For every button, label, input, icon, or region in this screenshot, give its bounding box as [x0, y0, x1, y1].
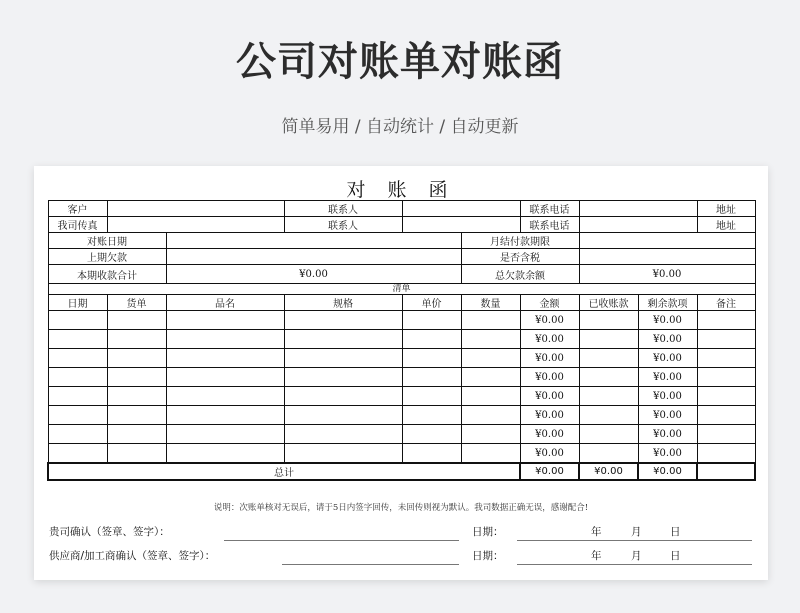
cell[interactable]	[284, 368, 402, 387]
address-label-2: 地址	[697, 217, 755, 233]
col-remark: 备注	[697, 295, 755, 311]
cell[interactable]	[579, 349, 638, 368]
date-label-1: 日期：	[472, 526, 504, 538]
remaining-cell: ¥0.00	[638, 330, 697, 349]
phone-label-2: 联系电话	[520, 217, 579, 233]
amount-cell: ¥0.00	[520, 311, 579, 330]
cell[interactable]	[461, 349, 520, 368]
cell[interactable]	[461, 425, 520, 444]
contact-label-2: 联系人	[284, 217, 402, 233]
table-row	[48, 311, 755, 330]
cell[interactable]	[107, 368, 166, 387]
cell[interactable]	[402, 311, 461, 330]
cell[interactable]	[402, 387, 461, 406]
amount-cell: ¥0.00	[520, 368, 579, 387]
day-label-2: 日	[670, 550, 681, 562]
cell[interactable]	[48, 330, 107, 349]
cell[interactable]	[697, 368, 755, 387]
cell[interactable]	[579, 311, 638, 330]
total-row	[48, 463, 755, 480]
col-product: 品名	[166, 295, 284, 311]
total-label: 总计	[48, 463, 520, 480]
col-spec: 规格	[284, 295, 402, 311]
cell[interactable]	[284, 311, 402, 330]
cell[interactable]	[402, 444, 461, 464]
supplier-confirm-label: 供应商/加工商确认（签章、签字）：	[49, 550, 216, 562]
total-due-label: 总欠款余额	[461, 265, 579, 284]
cell[interactable]	[461, 330, 520, 349]
cell[interactable]	[579, 368, 638, 387]
statement-date-value[interactable]	[166, 233, 461, 249]
page-title: 公司对账单对账函	[236, 39, 564, 85]
cell[interactable]	[579, 387, 638, 406]
phone-label: 联系电话	[520, 201, 579, 217]
cell[interactable]	[461, 406, 520, 425]
total-amount: ¥0.00	[520, 463, 579, 480]
cell[interactable]	[284, 406, 402, 425]
cell[interactable]	[579, 330, 638, 349]
cell[interactable]	[402, 349, 461, 368]
cell[interactable]	[166, 368, 284, 387]
cell[interactable]	[697, 311, 755, 330]
info-row-date	[48, 233, 755, 249]
table-row	[48, 444, 755, 464]
cell[interactable]	[402, 406, 461, 425]
col-date: 日期	[48, 295, 107, 311]
remaining-cell: ¥0.00	[638, 349, 697, 368]
cell[interactable]	[284, 387, 402, 406]
cell[interactable]	[48, 425, 107, 444]
phone-value[interactable]	[579, 201, 697, 217]
total-remark[interactable]	[697, 463, 755, 480]
year-label-2: 年	[591, 550, 602, 562]
cell[interactable]	[166, 406, 284, 425]
your-company-confirm-label: 贵司确认（签章、签字）：	[49, 526, 170, 538]
phone-value-2[interactable]	[579, 217, 697, 233]
our-fax-value[interactable]	[107, 217, 284, 233]
remaining-cell: ¥0.00	[638, 406, 697, 425]
cell[interactable]	[402, 330, 461, 349]
cell[interactable]	[48, 349, 107, 368]
monthly-terms-value[interactable]	[579, 233, 755, 249]
info-row-fax	[48, 217, 755, 233]
cell[interactable]	[166, 311, 284, 330]
cell[interactable]	[461, 444, 520, 464]
cell[interactable]	[579, 406, 638, 425]
remaining-cell: ¥0.00	[638, 444, 697, 464]
col-order: 货单	[107, 295, 166, 311]
remaining-cell: ¥0.00	[638, 311, 697, 330]
supplier-signature-line[interactable]	[282, 564, 459, 565]
cell[interactable]	[697, 406, 755, 425]
cell[interactable]	[697, 444, 755, 464]
year-label-1: 年	[591, 526, 602, 538]
col-remaining: 剩余款项	[638, 295, 697, 311]
statement-note: 说明：次账单核对无误后，请于5日内签字回传，未回传则视为默认。我司数据正确无误，感谢配合!	[213, 503, 589, 513]
remaining-cell: ¥0.00	[638, 368, 697, 387]
remaining-cell: ¥0.00	[638, 387, 697, 406]
cell[interactable]	[107, 311, 166, 330]
tax-included-value[interactable]	[579, 249, 755, 265]
monthly-terms-label: 月结付款期限	[461, 233, 579, 249]
statement-table	[47, 200, 756, 481]
cell[interactable]	[579, 444, 638, 464]
document-title: 对 账 函	[346, 179, 456, 201]
cell[interactable]	[461, 311, 520, 330]
list-header-row	[48, 284, 755, 295]
cell[interactable]	[48, 368, 107, 387]
period-received-label: 本期收款合计	[48, 265, 166, 284]
cell[interactable]	[697, 330, 755, 349]
cell[interactable]	[107, 349, 166, 368]
cell[interactable]	[402, 425, 461, 444]
cell[interactable]	[284, 349, 402, 368]
date-line-1[interactable]	[517, 540, 752, 541]
cell[interactable]	[107, 330, 166, 349]
col-unit-price: 单价	[402, 295, 461, 311]
cell[interactable]	[697, 425, 755, 444]
cell[interactable]	[166, 330, 284, 349]
contact-label: 联系人	[284, 201, 402, 217]
date-line-2[interactable]	[517, 564, 752, 565]
statement-sheet	[34, 166, 768, 580]
amount-cell: ¥0.00	[520, 349, 579, 368]
remaining-cell: ¥0.00	[638, 425, 697, 444]
table-row	[48, 406, 755, 425]
cell[interactable]	[107, 387, 166, 406]
customer-label: 客户	[48, 201, 107, 217]
info-row-received	[48, 265, 755, 284]
date-label-2: 日期：	[472, 550, 504, 562]
your-company-signature-line[interactable]	[224, 540, 459, 541]
statement-date-label: 对账日期	[48, 233, 166, 249]
cell[interactable]	[697, 349, 755, 368]
customer-value[interactable]	[107, 201, 284, 217]
cell[interactable]	[107, 425, 166, 444]
page-subtitle: 简单易用 / 自动统计 / 自动更新	[281, 117, 519, 137]
table-row	[48, 425, 755, 444]
prev-due-label: 上期欠款	[48, 249, 166, 265]
cell[interactable]	[461, 368, 520, 387]
prev-due-value[interactable]	[166, 249, 461, 265]
cell[interactable]	[48, 311, 107, 330]
period-received-value: ¥0.00	[166, 265, 461, 284]
cell[interactable]	[107, 406, 166, 425]
info-row-customer	[48, 201, 755, 217]
cell[interactable]	[284, 425, 402, 444]
cell[interactable]	[697, 387, 755, 406]
col-amount: 金额	[520, 295, 579, 311]
cell[interactable]	[284, 330, 402, 349]
contact-value[interactable]	[402, 201, 520, 217]
list-label: 清单	[48, 284, 755, 295]
amount-cell: ¥0.00	[520, 444, 579, 464]
cell[interactable]	[166, 425, 284, 444]
cell[interactable]	[166, 349, 284, 368]
total-received: ¥0.00	[579, 463, 638, 480]
cell[interactable]	[48, 406, 107, 425]
cell[interactable]	[461, 387, 520, 406]
address-label: 地址	[697, 201, 755, 217]
cell[interactable]	[48, 444, 107, 464]
table-row	[48, 368, 755, 387]
month-label-2: 月	[631, 550, 642, 562]
cell[interactable]	[284, 444, 402, 464]
total-due-value: ¥0.00	[579, 265, 755, 284]
amount-cell: ¥0.00	[520, 330, 579, 349]
amount-cell: ¥0.00	[520, 425, 579, 444]
month-label-1: 月	[631, 526, 642, 538]
table-row	[48, 330, 755, 349]
cell[interactable]	[166, 444, 284, 464]
col-quantity: 数量	[461, 295, 520, 311]
table-row	[48, 387, 755, 406]
amount-cell: ¥0.00	[520, 406, 579, 425]
contact-value-2[interactable]	[402, 217, 520, 233]
cell[interactable]	[402, 368, 461, 387]
day-label-1: 日	[670, 526, 681, 538]
total-remaining: ¥0.00	[638, 463, 697, 480]
table-row	[48, 349, 755, 368]
cell[interactable]	[48, 387, 107, 406]
tax-included-label: 是否含税	[461, 249, 579, 265]
cell[interactable]	[107, 444, 166, 464]
column-header-row	[48, 295, 755, 311]
amount-cell: ¥0.00	[520, 387, 579, 406]
cell[interactable]	[579, 425, 638, 444]
our-fax-label: 我司传真	[48, 217, 107, 233]
cell[interactable]	[166, 387, 284, 406]
col-received: 已收账款	[579, 295, 638, 311]
